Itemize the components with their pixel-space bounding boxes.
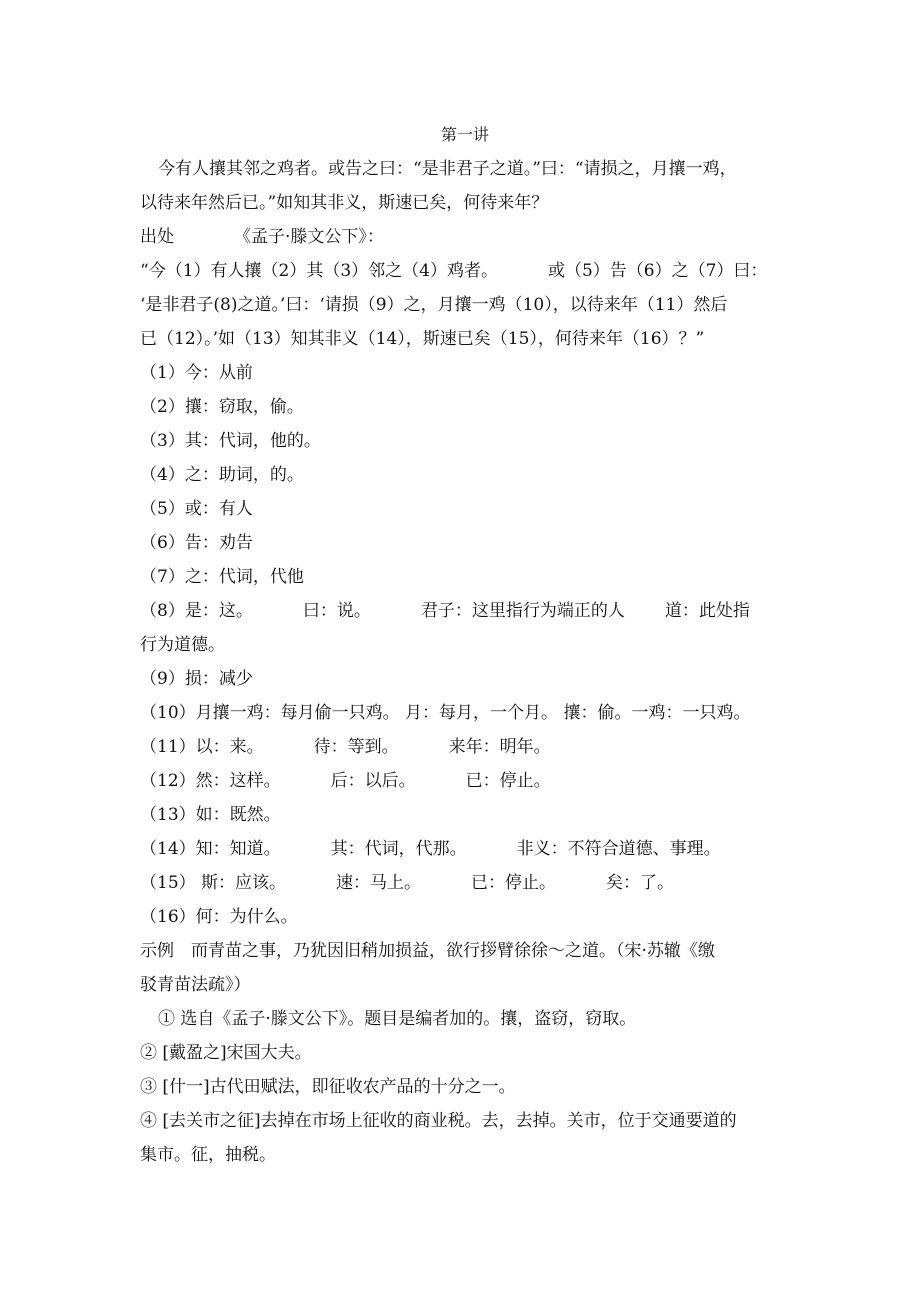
note-14-b: 其：代词，代那。 [330,839,467,859]
note-8 [140,594,790,628]
passage-line-2: 以待来年然后已。”如知其非义，斯速已矣，何待来年？ [140,193,549,213]
note-5: （5）或：有人 [140,499,253,519]
note-14-a: （14）知：知道。 [140,839,281,859]
note-8-b: 曰：说。 [302,601,371,621]
footnote-4-line-1: ④ [去关市之征]去掉在市场上征收的商业税。去，去掉。关市，位于交通要道的 [140,1111,737,1131]
footnote-2: ② [戴盈之]宋国大夫。 [140,1043,312,1063]
note-15-d: 矣：了。 [606,873,675,893]
footnote-4-line-2: 集市。征，抽税。 [140,1145,276,1165]
note-15 [140,866,790,900]
note-12 [140,764,790,798]
note-12-c: 已：停止。 [465,771,551,791]
note-16: （16）何：为什么。 [140,907,298,927]
source-text: 《孟子·滕文公下》： [234,227,384,247]
note-14-c: 非义：不符合道德、事理。 [516,839,721,859]
note-9: （9）损：减少 [140,669,253,689]
footnote-3: ③ [什一]古代田赋法，即征收农产品的十分之一。 [140,1077,516,1097]
annotated-line-1 [140,254,790,288]
source-label: 出处 [140,227,174,247]
annotated-line-3: 已（12）。’如（13）知其非义（14），斯速已矣（15），何待来年（16）？” [140,329,705,349]
example-line-2: 驳青苗法疏》） [140,975,251,995]
note-8-cont: 行为道德。 [140,635,225,655]
note-8-d: 道：此处指 [664,601,750,621]
footnote-1: ① 选自《孟子·滕文公下》。题目是编者加的。攘，盗窃，窃取。 [158,1009,637,1029]
note-15-a: （15） 斯：应该。 [140,873,287,893]
note-11 [140,730,790,764]
page-title: 第一讲 [440,125,489,144]
note-1: （1）今：从前 [140,363,253,383]
note-3: （3）其：代词，他的。 [140,431,321,451]
source-line [140,220,790,254]
annotated-line-2: ‘是非君子(8)之道。’曰：‘请损（9）之，月攘一鸡（10），以待来年（11）然后 [140,295,728,315]
note-2: （2）攘：窃取，偷。 [140,397,304,417]
document-page [140,118,790,1172]
note-11-c: 来年：明年。 [448,737,551,757]
note-12-b: 后：以后。 [330,771,416,791]
note-6: （6）告：劝告 [140,533,253,553]
note-15-b: 速：马上。 [336,873,422,893]
passage-line-1: 今有人攘其邻之鸡者。或告之曰：“是非君子之道。”曰：“请损之，月攘一鸡， [158,159,737,179]
note-13: （13）如：既然。 [140,805,281,825]
note-12-a: （12）然：这样。 [140,771,281,791]
note-15-c: 已：停止。 [471,873,557,893]
annotated-line-1-b: 或（5）告（6）之（7）曰： [547,261,768,281]
note-8-a: （8）是：这。 [140,601,253,621]
example-line-1: 示例 而青苗之事，乃犹因旧稍加损益，欲行拶臂徐徐～之道。（宋·苏辙《缴 [140,941,715,961]
note-4: （4）之：助词，的。 [140,465,304,485]
note-11-b: 待：等到。 [313,737,399,757]
note-8-c: 君子：这里指行为端正的人 [420,601,625,621]
note-14 [140,832,790,866]
note-7: （7）之：代词，代他 [140,567,304,587]
annotated-line-1-a: “今（1）有人攘（2）其（3）邻之（4）鸡者。 [140,261,498,281]
note-11-a: （11）以：来。 [140,737,264,757]
note-10: （10）月攘一鸡：每月偷一只鸡。 月：每月，一个月。 攘：偷。一鸡：一只鸡。 [140,703,751,723]
